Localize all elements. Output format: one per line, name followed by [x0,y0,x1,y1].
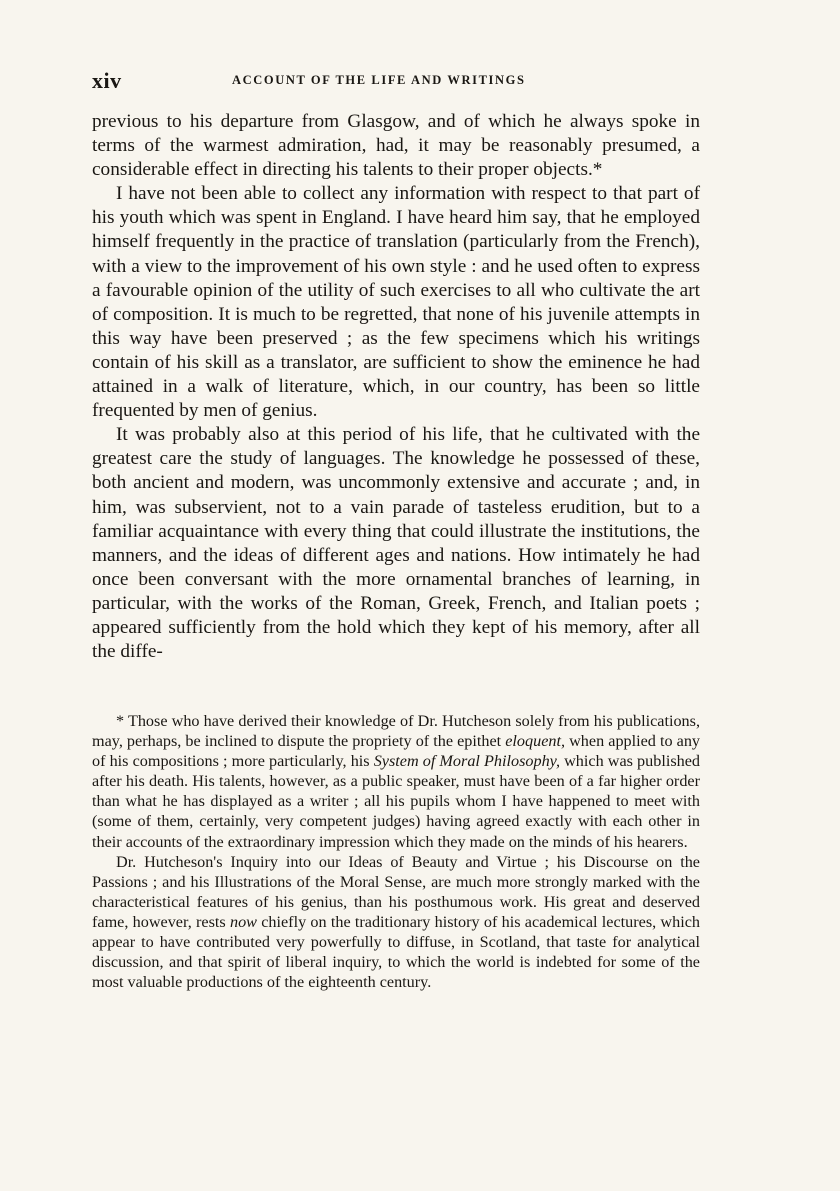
footnote-continuation [92,852,700,993]
footnote-emphasis-now: now [229,912,257,931]
footnote-emphasis-system: System of Moral Philosophy, [373,752,560,771]
footnotes [92,711,700,992]
paragraph-continued: previous to his departure from Glasgow, and of which he always spoke in terms of the warmest admiration, had, it may be reasonably presumed, a considerable effect in directing his talents to their proper objects.* [92,111,700,181]
main-text [92,110,700,664]
page-number: xiv [92,68,122,93]
running-head: ACCOUNT OF THE LIFE AND WRITINGS [232,73,526,87]
page-header [92,68,704,94]
footnote-text-1a: * Those who have derived their knowledge of Dr. Hutcheson solely from his publications, may, perhaps, be inclined to dispute the propriety of the epithet [92,712,700,751]
footnote-hutcheson [92,711,700,852]
paragraph-languages: It was probably also at this period of his life, that he cultivated with the greatest care the study of languages. The knowledge he possessed of these, both ancient and modern, was uncommonly extensive and accurate ; and, in him, was subservient, not to a vain parade of tasteless erudition, but to a familiar acquaintance with every thing that could illustrate the institutions, the manners, and the ideas of different ages and nations. How intimately he had once been conversant with the more ornamental branches of learning, in particular, with the works of the Roman, Greek, French, and Italian poets ; appeared sufficiently from the hold which they kept of his memory, after all the diffe- [92,424,700,663]
footnote-emphasis-eloquent: eloquent, [505,732,566,751]
footnote-text-2b: chiefly on the traditionary history of his academical lectures, which appear to have contributed very powerfully to diffuse, in Scotland, that taste for analytical discussion, and that spirit of liberal inquiry, to which the world is indebted for some of the most valuable productions of the eighteenth century. [92,912,700,992]
footnote-text-2a: Dr. Hutcheson's Inquiry into our Ideas of Beauty and Virtue ; his Discourse on the Passions ; and his Illustrations of the Moral Sense, are much more strongly marked with the characteristical features of his genius, than his posthumous work. His great and deserved fame, however, rests [92,852,700,931]
footnote-text-1c: which was published after his death. His talents, however, as a public speaker, must have been of a far higher order than what he has displayed as a writer ; all his pupils whom I have happened to meet with (some of them, certainly, very competent judges) having agreed exactly with each other in their accounts of the extraordinary impression which they made on the minds of his hearers. [92,752,700,851]
footnote-text-1b: when applied to any of his compositions ; more particularly, his [92,732,701,771]
paragraph-translation: I have not been able to collect any information with respect to that part of his youth which was spent in England. I have heard him say, that he employed himself frequently in the practice of translation (particularly from the French), with a view to the improvement of his own style : and he used often to express a favourable opinion of the utility of such exercises to all who cultivate the art of composition. It is much to be regretted, that none of his juvenile attempts in this way have been preserved ; as the few specimens which his writings contain of his skill as a translator, are sufficient to show the eminence he had attained in a walk of literature, which, in our country, has been so little frequented by men of genius. [92,183,700,422]
